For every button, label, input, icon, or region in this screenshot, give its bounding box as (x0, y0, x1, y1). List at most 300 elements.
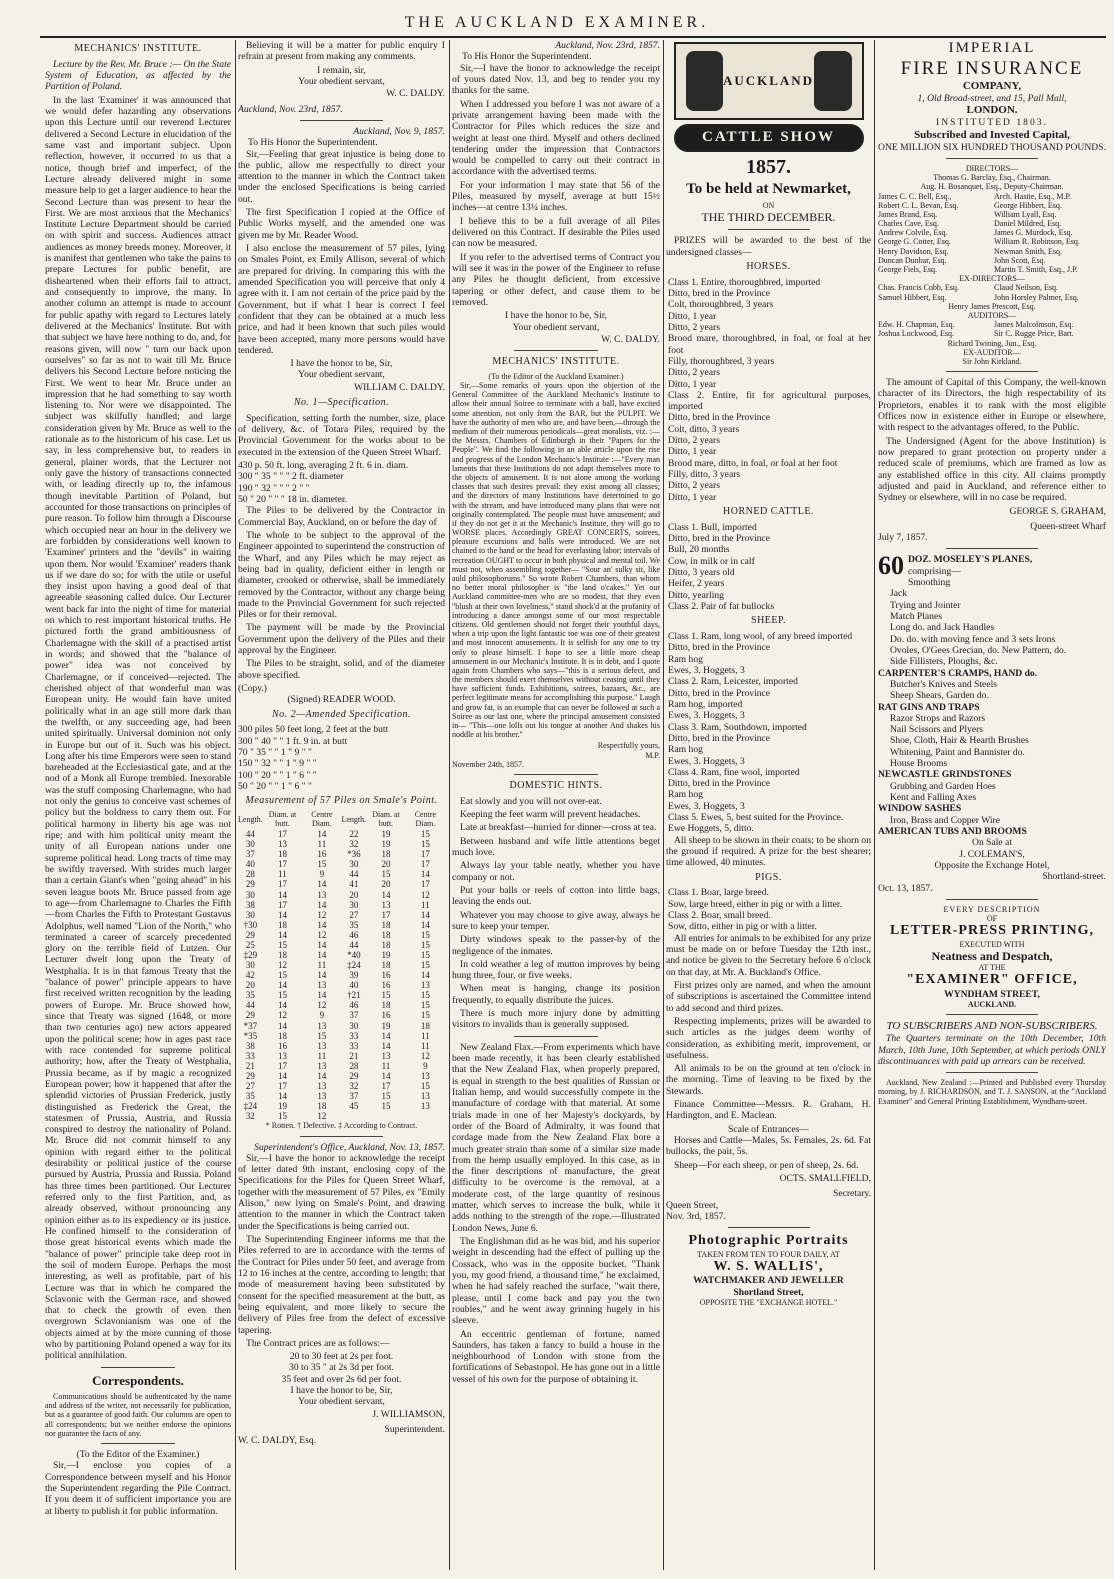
table-cell: 18 (277, 849, 287, 860)
prize-class-item: Sow, large breed, either in pig or with a litter. (668, 898, 842, 910)
table-cell: 30 (245, 960, 255, 971)
tool-item: Match Planes (890, 611, 942, 622)
table-cell: 13 (381, 1050, 391, 1061)
signature-title: Secretary. (833, 1188, 871, 1200)
prize-class-item: Class 2. Boar, small breed. (668, 910, 771, 922)
planes-heading: DOZ. MOSELEY'S PLANES, (908, 554, 1033, 566)
place-line: Queen Street, (666, 1199, 719, 1211)
rules-text: Respecting implements, prizes will be awarded to such articles as the judges deem worthy of consideration, as exhibiting merit, improvement, or usefulness. (666, 1015, 871, 1061)
rules-text: Horses and Cattle—Males, 5s. Females, 2s. 6d. Fat bullocks, the pair, 5s. (666, 1135, 871, 1158)
prize-class-item: Ditto, 1 year (668, 378, 717, 390)
table-row (238, 910, 445, 920)
dateline: Nov. 3rd, 1857. (666, 1210, 726, 1222)
table-cell: 17 (277, 1060, 287, 1071)
hint: Between husband and wife little attentions beget much love. (452, 835, 660, 859)
table-cell: 30 (245, 839, 255, 850)
masthead: THE AUCKLAND EXAMINER. (404, 14, 710, 31)
table-row (238, 839, 445, 849)
tool-item: Ovoles, O'Gees Grecian, do. New Pattern, do. (890, 644, 1067, 656)
signature-name: WILLIAM C. DALDY. (354, 381, 445, 393)
table-cell: 14 (317, 1070, 327, 1081)
table-cell: 15 (420, 990, 430, 1001)
chairman: Thomas G. Barclay, Esq., Chairman. (933, 173, 1051, 183)
table-cell: 18 (277, 949, 287, 960)
table-cell: 44 (245, 829, 255, 840)
spec-row: 300 " 35 " " " 2 ft. diameter (238, 471, 344, 483)
spec-text: The whole to be subject to the approval of the Engineer appointed to superintend the construction of the Wharf, and any Piles which he may reject as being bad in quality, deficient either in length or diameter, crooked or otherwise, shall be immediately removed by the Contractor, without any charge being made to the Provincial Government for such rejected Piles or for their removal. (238, 529, 445, 621)
table-cell: 11 (421, 899, 430, 910)
letter-body: The first Specification I copied at the Office of Public Works myself, and the amended one was given me by Mr. Reader Wood. (238, 207, 445, 241)
bull-icon (686, 51, 723, 111)
tool-item: Iron, Brass and Copper Wire (890, 814, 1001, 826)
spec-heading: No. 2—Amended Specification. (272, 708, 411, 720)
table-cell: 14 (317, 939, 327, 950)
table-row (238, 960, 445, 970)
prize-intro: PRIZES will be awarded to the best of the undersigned classes— (666, 235, 871, 258)
hint: When meat is hanging, change its position frequently, to equally distribute the juices. (452, 983, 660, 1006)
copy-note: (Copy.) (238, 683, 267, 695)
insurance-imperial: IMPERIAL (948, 40, 1036, 56)
spec-row: 50 " 20 " " " 18 in. diameter. (238, 494, 347, 506)
table-cell: 14 (317, 829, 327, 840)
auditor-name: Sir C. Rugge Price, Bart. (994, 329, 1074, 339)
signature-line: Respectfully yours, (597, 741, 660, 751)
article-body: In the last 'Examiner' it was announced that we would defer hazarding any observations upon this Lecture until our reverend Lecturer delivered a Second Lecture in elucidation of the same vast and important subject. Upon reflection, however, it occurred to us that a notice, though brief and imperfect, of the Lecture already delivered might in some measure help to get a larger audience to hear the Second Lecture than was present to hear the First. We are most anxious that the Mechanics' Institute Lecture Department should be carried on with spirit and success. Audiences attract audiences as money breeds money. Moreover, it is manifest that gentlemen who take the pains to prepare Lectures for public benefit, are disheartened when their efforts fail to attract, and consequently to improve, the many. In another column an attempt is made to account for public apathy with regard to Lectures lately delivered at the Mechanics' Institute. But with that subject we have here nothing to do, and, for reasons given, will now " turn our back upon ourselves" so far as not to wait till Mr. Bruce delivers his Second Lecture before noticing the First. We went to hear Mr. Bruce under an impression that he had something to say worth listening to. Nor were we disappointed. The subject was skilfully handled; and large consideration given by Mr. Bruce as well to the rationale as to the historicum of his case. Let us say, in less comprehensive but, to readers in general, plainer words, that the Lecturer not only gave the history of transactions connected with, or leading directly up to, the infamous though inevitable Partition of Poland, but accounted for those transactions on principles of pure reason. To follow him through a Discourse which occupied near an hour in the delivery we are forbidden by considerations well known to 'Examiner' printers and the "devils" in waiting upon them. Nor would 'Examiner' readers thank us if we dare do so; for with the utile or useful they insist upon having a good deal of that agreeable seasoning called dulce. Our Lecturer went back far into the night of time for material on which to rest important historical truths. He pictured forth the grand ambitiousness of Charlemagne with the skill of a practised artist in words; and showed that the "balance of power" idea was not conceived by Charlemagne, or if conceived—rejected. The cherished object of that wonderful man was European unity. He would fain have united politically what in an age still more dark than the twelfth, or any succeeding age, had been united spiritually. Universal dominion not only in Europe but out of it. Such was his object. Long after his time Emperors were seen to stand bareheaded at the Ecclesiastical gate, and at the nod of a Monk all Europe trembled. Inexorable was the stuff composing Charlemagne, who had not only the genius to conceive vast schemes of policy but the boldness to carry them out. For political harmony in liberty his age was not ripe; and with him political unity meant the unity of all European nations under one supreme political head. Long tracts of time may be swiftly traversed. With strides much larger than a certain Giant's when "going ahead" in his seven league boots Mr. Bruce passed from age to age—from Charlemagne to Charles the Fifth—from Charles the Fifth to Protestant Gustavus Adolphus, well named "Lion of the North," who terminated a career of scarcely precedented glory on the terrible field of Lutzen. Our Lecturer dwelt long upon the Treaty of Westphalia. It is in that famous Treaty that the "balance of power" principle appears to have first received written recognition by the leading powers of Europe. Mr. Bruce showed how, since that Treaty was signed (1648, or more than two centuries ago) new actors appeared upon the political scene; how in ages past race with race contended for supreme political authority; how, after the Treaty of Westphalia, Prussia became, as if by magic a recognized European power; how it happened that after the splendid victories of Prussian Frederick, justly distinguished as Frederick the Great, the statesmen of Prussia, Austria, and Russia conspired to destroy the nationality of Poland. Mr. Bruce did not commit himself to any opinion with regard either to the political desirability or political justice of the course pursued by Austria, Prussia and Russia. Poland has three times been partitioned. Our Lecturer referred only to the first Partition, and, as already observed, without pronouncing any opinion either as to its expediency or its justice. He confined himself to the consideration of those great historical events which made the "balance of power" principle take deep root in the soil of modern Europe. Perhaps the most interesting, as well as profitable, part of his Lecture was that in which he compared the Sclavonic with the German race, and showed that to check the growth of even then overgrown Sclavonianism was one of the objects aimed at by the more cunning of those who by partitioning Poland opened a way for its political annihilation. (45, 94, 231, 1362)
prize-class-item: Ditto, bred in the Province (668, 687, 771, 699)
sale-line: On Sale at (972, 837, 1012, 849)
table-row (238, 1061, 445, 1071)
table-cell: 12 (277, 960, 287, 971)
prize-class-item: Colt, thoroughbred, 3 years (668, 299, 774, 311)
prize-class-item: Class 2. Pair of fat bullocks (668, 600, 775, 612)
separator (946, 1072, 1037, 1073)
table-cell: 27 (245, 1081, 255, 1091)
ex-director-name: Chas. Francis Cobb, Esq. (878, 283, 959, 293)
hint: Whatever you may choose to give away, always be sure to keep your temper. (452, 909, 660, 932)
signature-line: Your obedient servant, (298, 369, 385, 381)
table-row (238, 829, 445, 839)
table-row (238, 940, 445, 950)
letter-body: Believing it will be a matter for public enquiry I refrain at present from making any comments. (238, 40, 445, 63)
director-name: James C. C. Bell, Esq., (878, 191, 952, 201)
table-cell: 14 (317, 879, 327, 890)
prize-class-item: Ditto, 2 years (668, 480, 720, 492)
prize-class-item: Class 3. Ram, Southdown, imported (668, 721, 807, 733)
table-cell: 41 (349, 879, 359, 890)
table-cell: 46 (349, 929, 359, 940)
table-cell: 18 (381, 919, 391, 930)
ex-director-last: Henry James Prescott, Esq. (948, 301, 1036, 311)
prize-class-item: Ditto, bred in the Province (668, 778, 771, 790)
separator (514, 350, 597, 351)
table-cell: 16 (277, 1040, 287, 1051)
table-cell: 18 (381, 849, 391, 860)
rules-text: All entries for animals to be exhibited for any prize must be made on or before Tuesday the 12th inst., and notice be given to the Secretary before 6 o'clock on that day, at Mr. A. Buckland's Office. (666, 932, 871, 978)
spec-row: 190 " 32 " " " 2 " " (238, 482, 310, 494)
prize-class-item: Brood mare, ditto, in foal, or foal at her foot (668, 457, 838, 469)
logo-text: AUCKLAND (722, 73, 815, 89)
director-name: Robert C. L. Bevan, Esq. (878, 200, 959, 210)
prize-class-item: Ditto, bred in the Province (668, 642, 771, 654)
table-cell: 13 (317, 889, 327, 900)
table-cell: 19 (381, 839, 391, 850)
dateline: Auckland, Nov. 23rd, 1857. (555, 40, 660, 51)
directors-right (994, 192, 1106, 275)
insurance-company: COMPANY, (962, 80, 1022, 93)
insurance-instituted: INSTITUTED 1803. (936, 117, 1048, 129)
auditor-name: James Malcolmson, Esq. (994, 320, 1074, 330)
table-cell: 17 (420, 849, 430, 860)
table-cell: 14 (317, 919, 327, 930)
signature-name: W. C. DALDY. (601, 333, 660, 345)
table-cell: 14 (420, 919, 430, 930)
tool-item: House Brooms (890, 758, 948, 770)
table-cell: 15 (420, 1010, 430, 1021)
auditors-right (994, 320, 1106, 338)
prize-class-item: Heifer, 2 years (668, 578, 725, 590)
tool-item: Shoe, Cloth, Hair & Hearth Brushes (890, 735, 1029, 747)
prize-class-item: Ewes, 3. Hoggets, 3 (668, 710, 745, 722)
measurement-notes: * Rotten. † Defective. ‡ According to Contract. (265, 1121, 418, 1131)
table-cell: 14 (317, 970, 327, 981)
table-header: Centre Diam. (311, 810, 333, 829)
table-cell: *40 (347, 949, 361, 960)
addressee: W. C. DALDY, Esq. (238, 1435, 317, 1447)
hint: There is much more injury done by admitting visitors to invalids than is generally supposed. (452, 1008, 660, 1031)
scale-heading: Scale of Entrances— (728, 1123, 809, 1135)
table-cell: 33 (349, 1040, 359, 1051)
masthead-rule (40, 36, 1106, 38)
table-cell: 13 (420, 1091, 430, 1102)
table-cell: 46 (349, 1000, 359, 1011)
table-cell: 14 (381, 889, 391, 900)
table-cell: 19 (381, 949, 391, 960)
table-cell: 35 (245, 1091, 255, 1102)
table-cell: 21 (349, 1050, 359, 1061)
director-name: James G. Murdock, Esq. (994, 228, 1073, 238)
pigs-list (666, 887, 871, 932)
table-cell: 27 (349, 909, 359, 920)
column-divider (663, 40, 664, 1570)
table-cell: 18 (277, 919, 287, 930)
table-cell: 29 (245, 1070, 255, 1081)
table-cell: *37 (243, 1020, 258, 1031)
table-header: Length. (341, 814, 367, 824)
table-cell (341, 1111, 366, 1121)
table-cell: 12 (317, 909, 327, 920)
prize-class-item: Ewe Hoggets, 5, ditto. (668, 823, 754, 835)
director-name: Arch. Hastie, Esq., M.P. (994, 191, 1072, 201)
auditor-name: Edw. H. Chapman, Esq. (878, 320, 955, 330)
table-cell: 11 (317, 839, 327, 850)
ex-director-name: Claud Neilson, Esq. (994, 283, 1058, 293)
prize-class-item: Ditto, 1 year (668, 310, 717, 322)
table-cell: 35 (245, 990, 255, 1001)
signature-title: Superintendent. (384, 1424, 445, 1435)
table-cell: 40 (245, 859, 255, 870)
table-cell: 17 (277, 1081, 287, 1091)
table-header: Diam. at butt. (372, 810, 400, 829)
prize-class-item: Ram hog (668, 744, 703, 756)
rules-text: Finance Committee—Messrs. R. Graham, H. Hardington, and E. Maclean. (666, 1099, 871, 1122)
directors-left (878, 192, 990, 275)
ex-directors-heading: EX-DIRECTORS— (959, 274, 1025, 284)
prize-class-item: Ditto, yearling (668, 589, 724, 601)
letter-body: When I addressed you before I was not aware of a private arrangement having been made with the Contractor for Piles which reduces the size and weight at least one third. Myself and others declined tendering under the impression that Contractors would be compelled to carry out their contract in accordance with the advertised terms. (452, 98, 660, 178)
rules-text: Sheep—For each sheep, or pen of sheep, 2s. 6d. (674, 1159, 859, 1171)
photo-ad-name: W. S. WALLIS', (713, 1258, 824, 1274)
table-cell: 9 (423, 1060, 428, 1071)
table-cell: 15 (420, 949, 430, 960)
table-cell: 17 (277, 899, 287, 910)
table-cell: 32 (245, 1111, 255, 1122)
table-row (238, 900, 445, 910)
table-cell: 16 (381, 980, 391, 991)
dateline: Auckland, Nov. 9, 1857. (353, 125, 445, 137)
tool-item: Smoothing (908, 577, 951, 589)
table-cell: 15 (381, 1101, 391, 1112)
auditors-heading: AUDITORS— (967, 310, 1017, 320)
table-cell: †30 (243, 919, 258, 930)
cattle-heading: HORNED CATTLE. (723, 505, 814, 517)
hint: In cold weather a leg of mutton improves by being hung three, four, or five weeks. (452, 958, 660, 982)
article-body: An eccentric gentleman of fortune, named Saunders, has taken a fancy to build a house in the neighbourhood of London with stone from the fortifications of Sebastopol. He has gone out in a little vessel of his own for the purpose of obtaining it. (452, 1328, 660, 1385)
table-cell: 15 (277, 990, 287, 1001)
prize-class-item: Ditto, bred in the Province (668, 412, 771, 424)
tool-item: Long do. and Jack Handles (890, 622, 995, 634)
table-row (238, 990, 445, 1000)
table-cell: 9 (319, 1010, 325, 1021)
prize-class-item: Class 2. Ram, Leicester, imported (668, 676, 798, 688)
table-cell: 35 (349, 919, 359, 930)
table-cell: 12 (420, 1050, 430, 1061)
correspondents-heading: Correspondents. (92, 1372, 184, 1388)
hint: Dirty windows speak to the passer-by of the negligence of the inmates. (452, 934, 660, 957)
table-row (238, 849, 445, 859)
separator (514, 774, 597, 775)
rat-gins-heading: RAT GINS AND TRAPS (878, 701, 980, 713)
correspondents-note: Communications should be authenticated by the name and address of the writer, not necessarily for publication, but as a guarantee of good faith. Our columns are open to all correspondents; but we neither endorse the opinions nor guarantee the facts of any. (45, 1392, 231, 1438)
separator (946, 1014, 1037, 1015)
director-name: George Hibbert, Esq. (994, 200, 1062, 210)
director-name: Charles Cave, Esq. (878, 219, 939, 229)
printing-office: "EXAMINER" OFFICE, (906, 972, 1078, 988)
table-row (238, 950, 445, 960)
cattle-list (666, 522, 871, 613)
spec-row: 300 " 40 " " 1 ft. 9 in. at butt (238, 735, 348, 747)
signature-name: W. C. DALDY. (386, 88, 445, 100)
table-cell: 14 (277, 929, 287, 940)
separator (946, 899, 1037, 900)
table-cell: 16 (381, 970, 391, 981)
table-cell: 18 (381, 960, 391, 971)
table-header: Centre Diam. (414, 810, 437, 829)
table-cell: 11 (421, 1030, 430, 1041)
table-cell: 14 (381, 1030, 391, 1041)
dateline: Oct. 13, 1857. (878, 882, 933, 894)
auditor-last: Richard Twining, Jun., Esq. (947, 338, 1037, 348)
auditors-left (878, 320, 990, 338)
horses-heading: HORSES. (746, 260, 791, 272)
table-cell: 37 (245, 849, 255, 860)
spec-row: 150 " 32 " " 1 " 9 " " (238, 758, 317, 770)
letter-body: I believe this to be a full average of all Piles delivered on this Contract. If desirable the Piles used can now be measured. (452, 215, 660, 250)
table-cell: 28 (245, 869, 255, 880)
table-cell: 21 (245, 1060, 255, 1071)
section-heading: MECHANICS' INSTITUTE. (74, 43, 202, 54)
tool-item: Jack (890, 588, 908, 600)
signed-line: (Signed) READER WOOD. (287, 694, 396, 706)
table-cell: 20 (381, 859, 391, 870)
spec-heading: No. 1—Specification. (293, 397, 390, 409)
grindstones-heading: NEWCASTLE GRINDSTONES (878, 769, 1012, 781)
printing-city: AUCKLAND. (967, 1000, 1017, 1010)
prize-class-item: Ditto, 1 year (668, 491, 717, 503)
prize-class-item: Ditto, 1 year (668, 446, 717, 458)
director-name: Duncan Dunbar, Esq. (878, 255, 947, 265)
table-cell: 13 (277, 1050, 287, 1061)
table-cell: 19 (277, 1101, 287, 1112)
table-cell: 13 (317, 980, 327, 991)
table-cell: 12 (317, 929, 327, 940)
table-cell: 30 (349, 899, 359, 910)
planes-comprising: comprising— (908, 565, 961, 577)
auditor-name: Joshua Lockwood, Esq. (878, 329, 954, 339)
table-cell: 38 (245, 1040, 255, 1051)
separator (300, 1136, 383, 1137)
dateline: Superintendent's Office, Auckland, Nov. 13, 1857. (254, 1141, 445, 1153)
table-cell: 40 (349, 980, 359, 991)
printing-every: EVERY DESCRIPTION (943, 904, 1041, 914)
director-name: Henry Davidson, Esq. (878, 246, 949, 256)
table-cell: *36 (347, 849, 361, 860)
column-5 (878, 40, 1106, 1565)
prize-class-item: Ram hog (668, 653, 703, 665)
table-cell: 14 (277, 1020, 287, 1031)
section-heading: MECHANICS' INSTITUTE. (492, 356, 620, 368)
prize-class-item: Ram hog, imported (668, 698, 743, 710)
director-name: Newman Smith, Esq. (994, 246, 1062, 256)
signature-name: M.P. (645, 750, 660, 760)
tools-list (878, 577, 1106, 668)
printing-of: OF (986, 914, 998, 923)
table-cell: 11 (317, 960, 327, 971)
insurance-text: The Undersigned (Agent for the above Institution) is now prepared to grant protection on property under a reduced scale of premiums, which are framed as low as any established office in this city. All claims promptly adjusted and paid in Auckland, and reference either to Sydney or elsewhere, will in no case be required. (878, 435, 1106, 504)
show-date: THE THIRD DECEMBER. (701, 210, 836, 225)
grindstones-list (878, 781, 1106, 804)
printing-street: WYNDHAM STREET, (944, 988, 1040, 1000)
tubs-heading: AMERICAN TUBS AND BROOMS (878, 825, 1027, 837)
rules-text: First prizes only are named, and when the amount of subscriptions is ascertained the Committee intend to add second and third prizes. (666, 979, 871, 1014)
prize-class-item: Ditto, 2 years (668, 367, 720, 379)
table-row (238, 1010, 445, 1020)
table-cell: 30 (245, 889, 255, 900)
separator (300, 120, 383, 121)
director-name: John Scott, Esq. (994, 255, 1046, 265)
table-cell: 15 (277, 1111, 287, 1122)
printing-neatness: Neatness and Despatch, (931, 948, 1053, 963)
table-cell: 15 (277, 939, 287, 950)
planes-quantity: 60 (878, 551, 904, 581)
signature-line: I have the honor to be, Sir, (505, 310, 607, 322)
prize-class-item: Ditto, 2 years (668, 435, 720, 447)
table-cell: 42 (245, 970, 255, 981)
tool-item: Grubbing and Garden Hoes (890, 780, 996, 792)
director-name: George Fiels, Esq. (878, 265, 937, 274)
table-cell: 12 (317, 1111, 327, 1122)
prize-class-item: Ditto, bred in the Province (668, 288, 771, 300)
table-cell: 15 (420, 1000, 430, 1011)
signature-line: Your obedient servant, (512, 321, 600, 333)
table-cell: 13 (317, 1060, 327, 1071)
prize-class-item: Sow, ditto, either in pig or with a litter. (668, 921, 817, 933)
prize-class-item: Class 1. Entire, thoroughbred, imported (668, 276, 821, 288)
table-cell: 18 (381, 939, 391, 950)
separator (101, 1443, 175, 1444)
table-cell: 12 (420, 889, 430, 900)
letter-body: Sir,—I have the honor to acknowledge the receipt of letter dated 9th instant, enclosing copy of the Specifications for the Piles for Queen Street Wharf, together with the measurement of 57 Piles, ex "Emily Alison," now lying on Smale's Point, and drawing attention to the manner in which the Contract taken under the Specifications is being carried out. (238, 1152, 445, 1232)
table-cell: 15 (381, 1091, 391, 1102)
prize-class-item: Ditto, bred in the Province (668, 732, 771, 744)
table-cell: 15 (420, 939, 430, 950)
table-cell: 30 (349, 859, 359, 870)
printing-at: AT THE (978, 963, 1006, 973)
prize-class-item: Filly, thoroughbred, 3 years (668, 355, 775, 367)
table-cell: 17 (381, 909, 391, 920)
sale-line: J. COLEMAN'S, (959, 848, 1025, 860)
table-cell: 17 (277, 879, 287, 890)
director-name: James Brand, Esq. (878, 209, 938, 219)
table-row (238, 920, 445, 930)
table-cell: 44 (245, 1000, 255, 1011)
ex-auditor: Sir John Kirkland. (962, 356, 1022, 366)
window-sashes-heading: WINDOW SASHES (878, 803, 962, 815)
table-cell: 29 (245, 929, 255, 940)
table-cell: 17 (277, 829, 287, 840)
prize-class-item: Bull, 20 months (668, 544, 730, 556)
table-cell: 13 (420, 980, 430, 991)
insurance-million: ONE MILLION SIX HUNDRED THOUSAND POUNDS. (878, 141, 1106, 153)
table-cell: 33 (349, 1030, 359, 1041)
tool-item: Trying and Jointer (890, 599, 961, 611)
sale-line: Shortland-street. (1042, 871, 1106, 883)
table-cell: 15 (277, 970, 287, 981)
table-row (238, 1101, 445, 1111)
table-cell: 14 (277, 889, 287, 900)
show-venue: To be held at Newmarket, (686, 181, 851, 198)
column-1 (45, 40, 231, 1565)
table-cell: 29 (349, 1070, 359, 1081)
table-cell: 14 (317, 949, 327, 960)
tool-item: Razor Strops and Razors (890, 712, 986, 724)
letter-body: If you refer to the advertised terms of Contract you will see it was in the power of the Engineer to refuse any Piles he thought deficient, from excessive tapering or other defect, and cause them to be removed. (452, 251, 660, 308)
sheep-list (666, 631, 871, 835)
table-cell: 30 (349, 1020, 359, 1031)
table-cell: 18 (277, 1030, 287, 1041)
table-cell: 29 (245, 879, 255, 890)
prize-class-item: Class 5. Ewes, 5, best suited for the Province. (668, 812, 844, 824)
separator (946, 548, 1037, 549)
sheep-heading: SHEEP. (751, 615, 786, 627)
printing-executed: EXECUTED WITH (959, 939, 1025, 949)
cramps-heading: CARPENTER'S CRAMPS, HAND do. (878, 667, 1038, 679)
letter-body: Sir,—I enclose you copies of a Correspondence between myself and his Honor the Superintendent regarding the Pile Contract. If you deem it of sufficient importance you are at liberty to publish it for public information. (45, 1460, 231, 1517)
letter-body: The Contract prices are as follows:— (246, 1337, 390, 1349)
prize-class-item: Ewes, 3. Hoggets, 3 (668, 800, 745, 812)
table-cell: 13 (317, 1091, 327, 1102)
table-cell: 15 (420, 829, 430, 840)
signature-line: I remain, sir, (317, 64, 366, 76)
